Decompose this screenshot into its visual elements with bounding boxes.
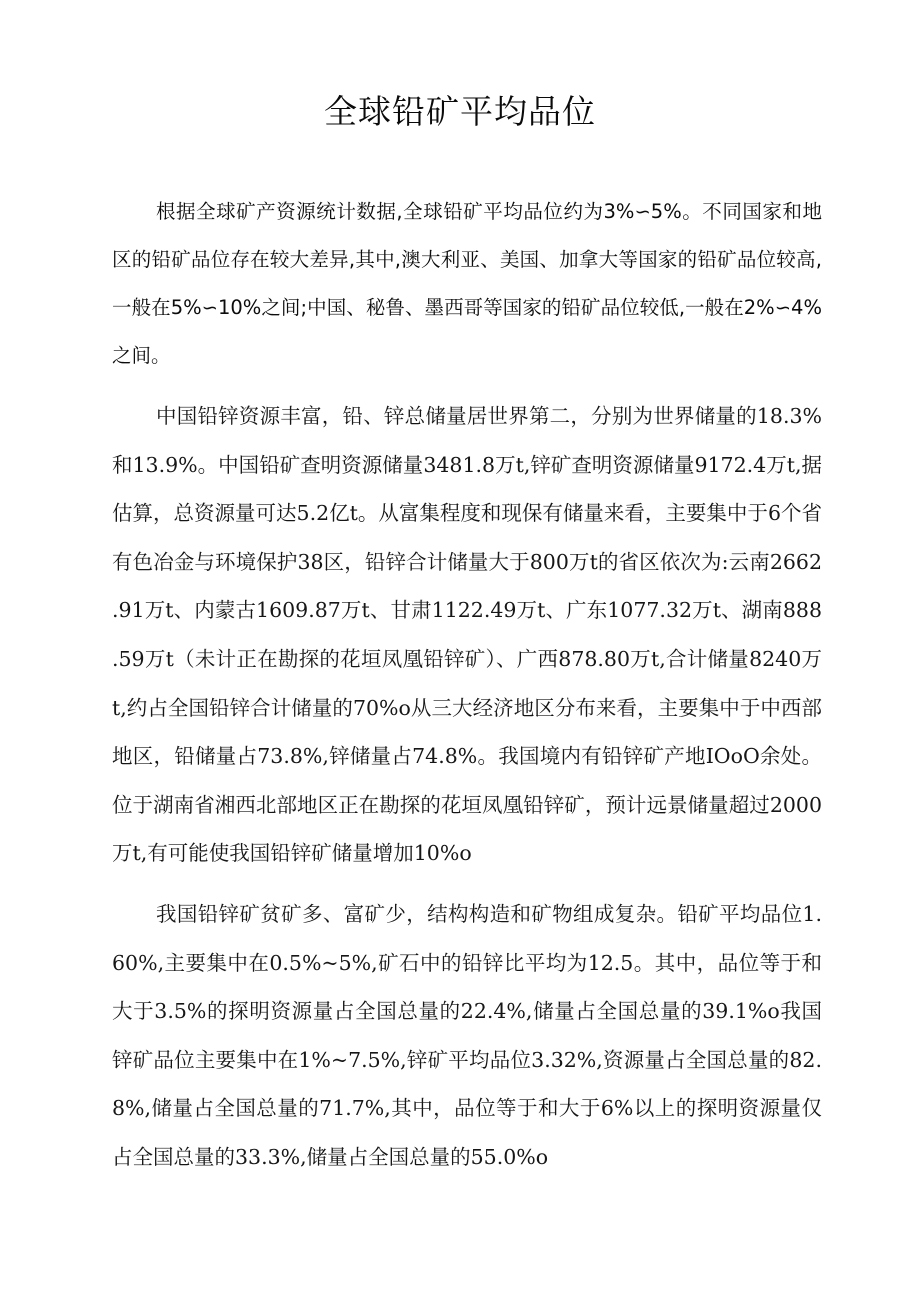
document-body bbox=[112, 188, 822, 1194]
paragraph-global-lead-grade: 根据全球矿产资源统计数据,全球铅矿平均品位约为3%∽5%。不同国家和地区的铅矿品位存在较大差异,其中,澳大利亚、美国、加拿大等国家的铅矿品位较高,一般在5%∽10%之间;中国、秘鲁、墨西哥等国家的铅矿品位较低,一般在2%∽4%之间。 bbox=[112, 200, 822, 367]
paragraph-china-lead-zinc-resources: 中国铅锌资源丰富，铅、锌总储量居世界第二，分别为世界储量的18.3%和13.9%。中国铅矿查明资源储量3481.8万t,锌矿查明资源储量9172.4万t,据估算，总资源量可达5.2亿t。从富集程度和现保有储量来看，主要集中于6个省有色冶金与环境保护38区，铅锌合计储量大于800万t的省区依次为:云南2662.91万t、内蒙古1609.87万t、甘肃1122.49万t、广东1077.32万t、湖南888.59万t（未计正在勘探的花垣凤凰铅锌矿）、广西878.80万t,合计储量8240万t,约占全国铅锌合计储量的70%o从三大经济地区分布来看，主要集中于中西部地区，铅储量占73.8%,锌储量占74.8%。我国境内有铅锌矿产地IOoO余处。位于湖南省湘西北部地区正在勘探的花垣凤凰铅锌矿，预计远景储量超过2000万t,有可能使我国铅锌矿储量增加10%o bbox=[112, 404, 822, 866]
paragraph-china-ore-grade: 我国铅锌矿贫矿多、富矿少，结构构造和矿物组成复杂。铅矿平均品位1.60%,主要集中在0.5%~5%,矿石中的铅锌比平均为12.5。其中，品位等于和大于3.5%的探明资源量占全国总量的22.4%,储量占全国总量的39.1%o我国锌矿品位主要集中在1%~7.5%,锌矿平均品位3.32%,资源量占全国总量的82.8%,储量占全国总量的71.7%,其中，品位等于和大于6%以上的探明资源量仅占全国总量的33.3%,储量占全国总量的55.0%o bbox=[112, 901, 822, 1169]
document-title: 全球铅矿平均品位 bbox=[324, 92, 596, 131]
